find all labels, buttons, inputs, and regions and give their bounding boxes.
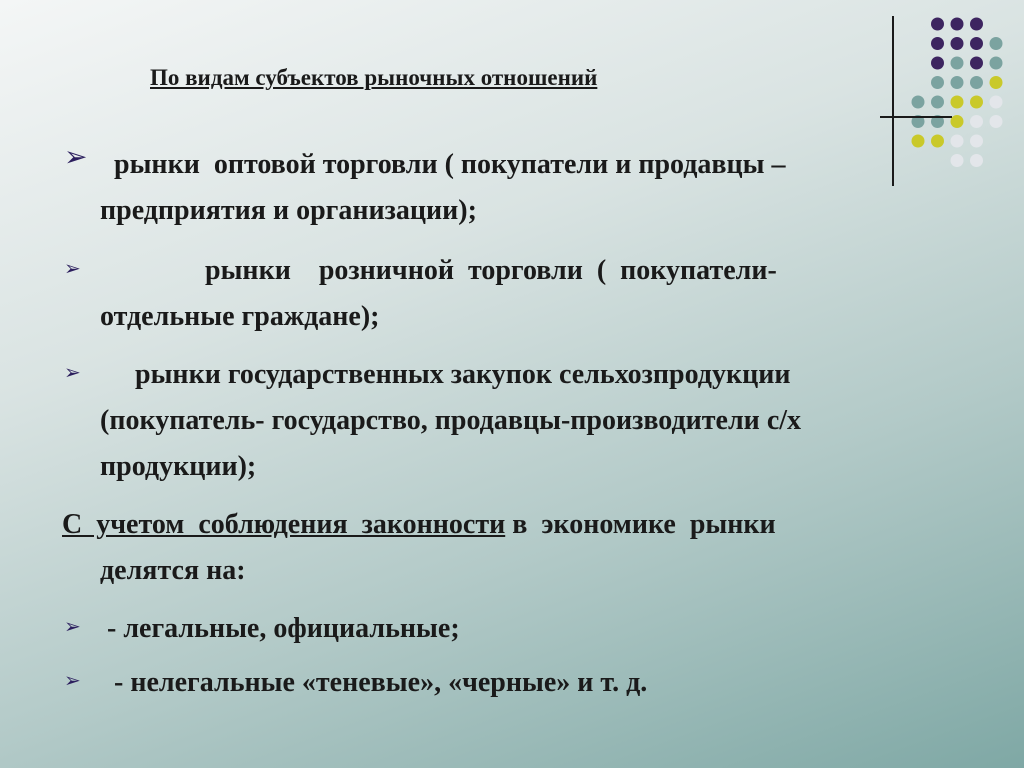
slide-title: По видам субъектов рыночных отношений xyxy=(150,65,598,90)
decorative-dot xyxy=(951,37,964,50)
decorative-dot xyxy=(931,76,944,89)
arrow-bullet-icon: ➢ xyxy=(64,360,81,384)
decorative-dot xyxy=(970,76,983,89)
decorative-dot xyxy=(990,115,1003,128)
list-item-wholesale xyxy=(100,142,962,234)
arrow-bullet-icon: ➢ xyxy=(64,668,81,692)
list-item-government-procurement xyxy=(100,352,962,490)
decorative-horizontal-line xyxy=(880,116,952,118)
list-item-line: рынки государственных закупок сельхозпродукции xyxy=(100,359,791,390)
decorative-dot xyxy=(970,154,983,167)
decorative-dot xyxy=(951,57,964,70)
list-item-line: рынки оптовой торговли ( покупатели и продавцы – xyxy=(100,149,786,180)
list-item-legal: - легальные, официальные; xyxy=(100,613,460,644)
decorative-dot xyxy=(970,57,983,70)
decorative-dot xyxy=(990,76,1003,89)
decorative-dot xyxy=(970,37,983,50)
decorative-dot xyxy=(990,96,1003,109)
list-item-line: продукции); xyxy=(100,451,257,482)
decorative-dot xyxy=(951,76,964,89)
list-item-retail xyxy=(100,248,962,340)
list-item-line: (покупатель- государство, продавцы-производители с/х xyxy=(100,405,802,436)
legality-heading xyxy=(62,502,962,594)
decorative-dot xyxy=(970,115,983,128)
decorative-dot xyxy=(951,115,964,128)
list-item-illegal: - нелегальные «теневые», «черные» и т. д. xyxy=(100,667,648,698)
decorative-dot xyxy=(990,37,1003,50)
decorative-dot xyxy=(990,57,1003,70)
legality-line-2: делятся на: xyxy=(100,555,246,586)
decorative-dot xyxy=(931,18,944,31)
legality-underlined-text: С учетом соблюдения законности xyxy=(62,509,506,540)
legality-line xyxy=(62,502,962,548)
decorative-dot xyxy=(912,96,925,109)
decorative-dot xyxy=(931,96,944,109)
arrow-bullet-icon: ➢ xyxy=(64,140,88,173)
decorative-dot xyxy=(931,37,944,50)
legality-rest-text: в экономике рынки xyxy=(505,509,776,540)
decorative-dot xyxy=(970,96,983,109)
decorative-dot xyxy=(970,18,983,31)
decorative-dot xyxy=(970,135,983,148)
arrow-bullet-icon: ➢ xyxy=(64,614,81,638)
list-item-line: рынки розничной торговли ( покупатели- xyxy=(100,255,777,286)
arrow-bullet-icon: ➢ xyxy=(64,256,81,280)
list-item-line: предприятия и организации); xyxy=(100,195,477,226)
list-item-line: отдельные граждане); xyxy=(100,301,380,332)
decorative-dot xyxy=(951,18,964,31)
decorative-dot xyxy=(951,96,964,109)
decorative-dot xyxy=(931,57,944,70)
